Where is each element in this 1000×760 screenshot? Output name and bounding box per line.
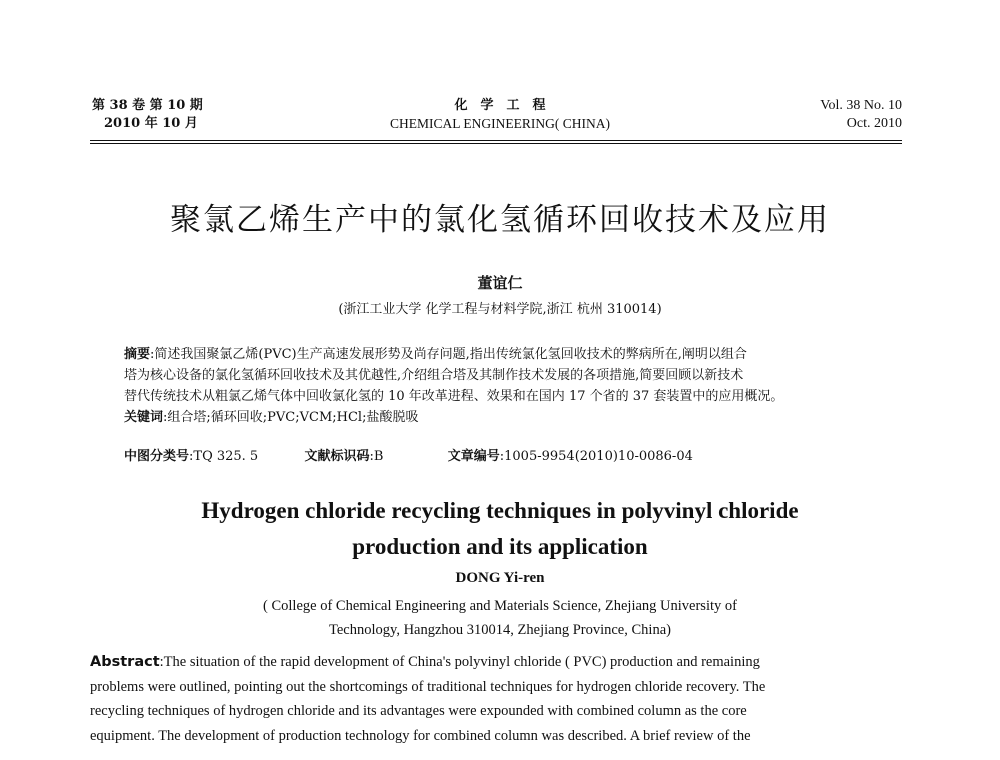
journal-date-cn: 2010 年 10 月 — [104, 116, 198, 131]
keywords-cn: 关键词:组合塔;循环回收;PVC;VCM;HCl;盐酸脱吸 — [124, 410, 419, 425]
title-cn: 聚氯乙烯生产中的氯化氢循环回收技术及应用 — [170, 202, 830, 238]
affiliation-cn: (浙江工业大学 化学工程与材料学院,浙江 杭州 310014) — [338, 302, 662, 317]
abstract-en-line-2: problems were outlined, pointing out the shortcomings of traditional techniques for hydrogen chloride recovery. The — [90, 678, 766, 695]
header-rule-bottom — [90, 143, 902, 144]
abstract-en — [90, 650, 902, 748]
journal-name-cn: 化 学 工 程 — [454, 98, 546, 113]
abstract-cn-line-1: 摘要:简述我国聚氯乙烯(PVC)生产高速发展形势及尚存问题,指出传统氯化氢回收技术的弊病所在,阐明以组合 — [124, 347, 747, 362]
doc-code-value: :B — [369, 449, 384, 464]
class-number-value: :TQ 325. 5 — [189, 449, 259, 464]
abstract-cn-line-2: 塔为核心设备的氯化氢循环回收技术及其优越性,介绍组合塔及其制作技术发展的各项措施,简要回顾以新技术 — [124, 368, 744, 383]
author-en: DONG Yi-ren — [455, 570, 545, 586]
affiliation-en-line-2: Technology, Hangzhou 310014, Zhejiang Province, China) — [329, 622, 671, 638]
header-rule-top — [90, 140, 902, 141]
abstract-en-line-3: recycling techniques of hydrogen chloride and its advantages were expounded with combined column as the core — [90, 703, 747, 719]
article-number-value: :1005-9954(2010)10-0086-04 — [499, 449, 693, 464]
abstract-en-line-1: Abstract:The situation of the rapid development of China's polyvinyl chloride ( PVC) production and remaining — [90, 654, 760, 670]
keywords-cn-label: 关键词 — [124, 410, 164, 425]
doc-code-label: 文献标识码 — [304, 449, 370, 464]
journal-date-en: Oct. 2010 — [846, 116, 902, 131]
title-en-line-2: production and its application — [352, 534, 648, 559]
abstract-cn — [124, 344, 876, 428]
classification-row — [124, 448, 884, 466]
author-cn: 董谊仁 — [477, 274, 523, 292]
class-number-label: 中图分类号 — [124, 449, 190, 464]
abstract-en-line-4: equipment. The development of production technology for combined column was described. A brief review of the — [90, 727, 751, 744]
journal-volume-en: Vol. 38 No. 10 — [820, 98, 902, 113]
abstract-cn-label: 摘要 — [124, 347, 151, 362]
title-en-line-1: Hydrogen chloride recycling techniques in polyvinyl chloride — [201, 498, 799, 523]
journal-name-en: CHEMICAL ENGINEERING( CHINA) — [390, 116, 610, 131]
abstract-en-label: Abstract — [90, 654, 160, 670]
abstract-cn-line-3: 替代传统技术从粗氯乙烯气体中回收氯化氢的 10 年改革进程、效果和在国内 17 个省的 37 套装置中的应用概况。 — [124, 389, 784, 404]
journal-volume-cn: 第 38 卷 第 10 期 — [92, 98, 203, 113]
affiliation-en-line-1: ( College of Chemical Engineering and Materials Science, Zhejiang University of — [263, 598, 737, 614]
article-number-label: 文章编号 — [447, 449, 500, 464]
